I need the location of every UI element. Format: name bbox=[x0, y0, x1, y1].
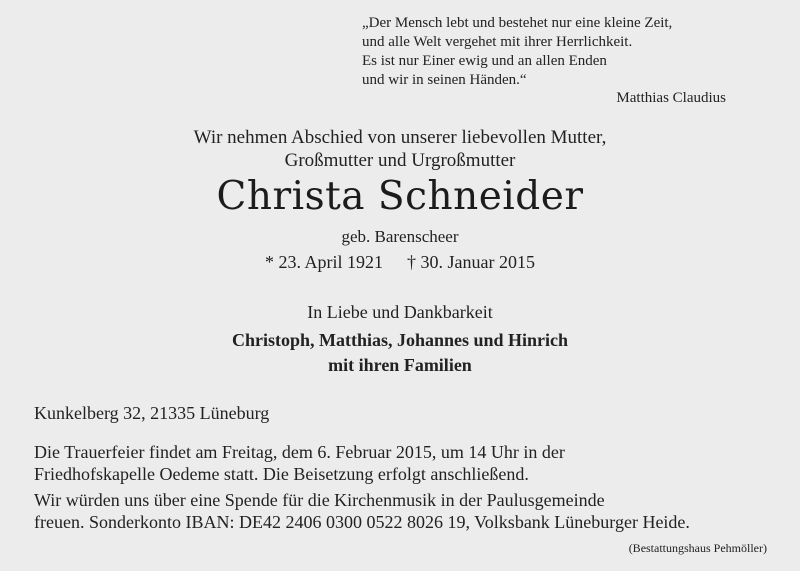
quote-line: und wir in seinen Händen.“ bbox=[362, 72, 527, 88]
mourners-line: mit ihren Familien bbox=[328, 355, 472, 375]
farewell-intro-line: Großmutter und Urgroßmutter bbox=[284, 150, 516, 171]
donation-paragraph bbox=[34, 489, 690, 533]
maiden-name: geb. Barenscheer bbox=[341, 227, 459, 246]
quote-author: Matthias Claudius bbox=[616, 90, 726, 106]
quote-line: „Der Mensch lebt und bestehet nur eine kleine Zeit, bbox=[362, 15, 673, 31]
farewell-intro bbox=[0, 126, 800, 172]
life-dates bbox=[0, 252, 800, 273]
mourners-names bbox=[0, 328, 800, 378]
ceremony-line: Friedhofskapelle Oedeme statt. Die Beisetzung erfolgt anschließend. bbox=[34, 464, 529, 484]
mourners-intro: In Liebe und Dankbarkeit bbox=[307, 302, 493, 322]
donation-line: Wir würden uns über eine Spende für die Kirchenmusik in der Paulusgemeinde bbox=[34, 490, 605, 510]
quote-line: Es ist nur Einer ewig und an allen Enden bbox=[362, 53, 607, 69]
quote-block bbox=[362, 14, 672, 90]
death-date: † 30. Januar 2015 bbox=[407, 252, 535, 272]
quote-line: und alle Welt vergehet mit ihrer Herrlichkeit. bbox=[362, 34, 633, 50]
deceased-name: Christa Schneider bbox=[216, 174, 584, 219]
funeral-home-credit: (Bestattungshaus Pehmöller) bbox=[628, 541, 767, 555]
farewell-intro-line: Wir nehmen Abschied von unserer liebevollen Mutter, bbox=[193, 127, 607, 148]
mourners-line: Christoph, Matthias, Johannes und Hinrich bbox=[231, 330, 569, 350]
address: Kunkelberg 32, 21335 Lüneburg bbox=[34, 403, 270, 423]
birth-date: * 23. April 1921 bbox=[265, 252, 384, 272]
donation-line: freuen. Sonderkonto IBAN: DE42 2406 0300 0522 8026 19, Volksbank Lüneburger Heide. bbox=[34, 512, 690, 532]
ceremony-paragraph bbox=[34, 441, 565, 485]
ceremony-line: Die Trauerfeier findet am Freitag, dem 6. Februar 2015, um 14 Uhr in der bbox=[34, 442, 565, 462]
